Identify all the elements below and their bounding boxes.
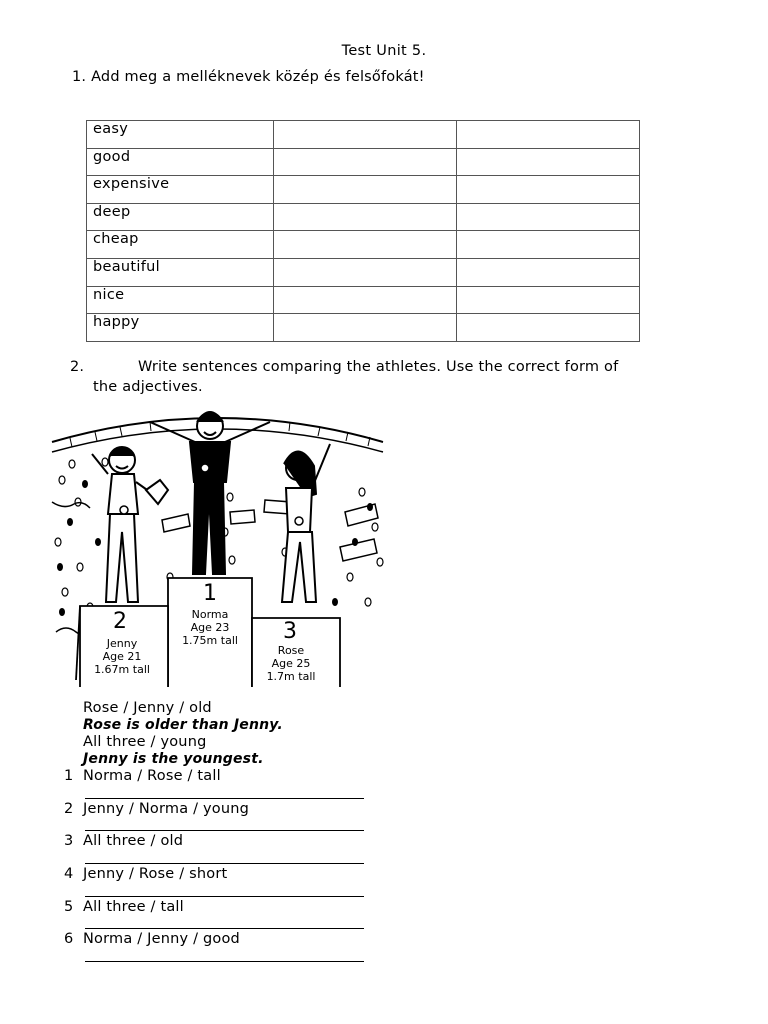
podium-illustration [50, 402, 385, 687]
superlative-cell[interactable] [457, 314, 640, 342]
example-answer: Rose is older than Jenny. [83, 717, 283, 733]
table-row [87, 231, 640, 259]
adjective-cell: deep [87, 203, 274, 231]
adjective-cell: expensive [87, 176, 274, 204]
item-prompt: Norma / Jenny / good [83, 931, 240, 947]
answer-line[interactable] [85, 896, 364, 897]
comparative-cell[interactable] [274, 121, 457, 149]
podium-second-age: Age 21 [102, 650, 142, 663]
podium-first-name: Norma [191, 608, 229, 621]
podium-third-height: 1.7m tall [266, 670, 316, 683]
adjective-cell: nice [87, 286, 274, 314]
superlative-cell[interactable] [457, 203, 640, 231]
adjective-cell: cheap [87, 231, 274, 259]
exercise-item [64, 899, 184, 915]
answer-line[interactable] [85, 830, 364, 831]
adjective-cell: easy [87, 121, 274, 149]
example-prompt: Rose / Jenny / old [83, 700, 212, 716]
adjective-cell: happy [87, 314, 274, 342]
item-number: 2 [64, 801, 74, 817]
question-2-text-line1: Write sentences comparing the athletes. Use the correct form of [138, 359, 619, 375]
item-number: 5 [64, 899, 74, 915]
item-prompt: Jenny / Rose / short [83, 866, 228, 882]
adjective-table [86, 120, 640, 342]
podium-second-place: 2 [113, 609, 127, 634]
superlative-cell[interactable] [457, 148, 640, 176]
exercise-item [64, 866, 227, 882]
answer-line[interactable] [85, 863, 364, 864]
exercise-item [64, 931, 240, 947]
example-prompt: All three / young [83, 734, 207, 750]
exercise-item [64, 833, 183, 849]
comparative-cell[interactable] [274, 258, 457, 286]
superlative-cell[interactable] [457, 176, 640, 204]
answer-line[interactable] [85, 928, 364, 929]
item-number: 1 [64, 768, 74, 784]
superlative-cell[interactable] [457, 121, 640, 149]
question-2-text-line2: the adjectives. [93, 379, 203, 395]
comparative-cell[interactable] [274, 203, 457, 231]
adjective-cell: beautiful [87, 258, 274, 286]
item-prompt: Jenny / Norma / young [83, 801, 250, 817]
superlative-cell[interactable] [457, 231, 640, 259]
question-1-number: 1. [72, 69, 87, 85]
comparative-cell[interactable] [274, 231, 457, 259]
podium-first-age: Age 23 [190, 621, 230, 634]
comparative-cell[interactable] [274, 314, 457, 342]
podium-first-place: 1 [203, 581, 217, 606]
podium-first-height: 1.75m tall [182, 634, 238, 647]
item-number: 3 [64, 833, 74, 849]
table-row [87, 121, 640, 149]
example-answer: Jenny is the youngest. [83, 751, 264, 767]
superlative-cell[interactable] [457, 258, 640, 286]
podium-second-name: Jenny [106, 637, 138, 650]
question-2-number: 2. [70, 359, 85, 375]
exercise-item [64, 768, 221, 784]
item-number: 4 [64, 866, 74, 882]
item-prompt: All three / old [83, 833, 184, 849]
answer-line[interactable] [85, 798, 364, 799]
item-number: 6 [64, 931, 74, 947]
exercise-item [64, 801, 249, 817]
answer-line[interactable] [85, 961, 364, 962]
table-row [87, 148, 640, 176]
comparative-cell[interactable] [274, 176, 457, 204]
podium-third-age: Age 25 [271, 657, 311, 670]
table-row [87, 176, 640, 204]
podium-second-height: 1.67m tall [94, 663, 150, 676]
adjective-cell: good [87, 148, 274, 176]
question-1 [72, 69, 425, 85]
podium-third-name: Rose [277, 644, 305, 657]
question-1-text: Add meg a melléknevek közép és felsőfokát! [91, 69, 425, 85]
superlative-cell[interactable] [457, 286, 640, 314]
table-row [87, 314, 640, 342]
comparative-cell[interactable] [274, 286, 457, 314]
comparative-cell[interactable] [274, 148, 457, 176]
podium-third-place: 3 [283, 619, 297, 644]
item-prompt: Norma / Rose / tall [83, 768, 221, 784]
table-row [87, 203, 640, 231]
table-row [87, 286, 640, 314]
item-prompt: All three / tall [83, 899, 184, 915]
question-2 [70, 357, 730, 397]
table-row [87, 258, 640, 286]
page-title: Test Unit 5. [341, 43, 427, 59]
